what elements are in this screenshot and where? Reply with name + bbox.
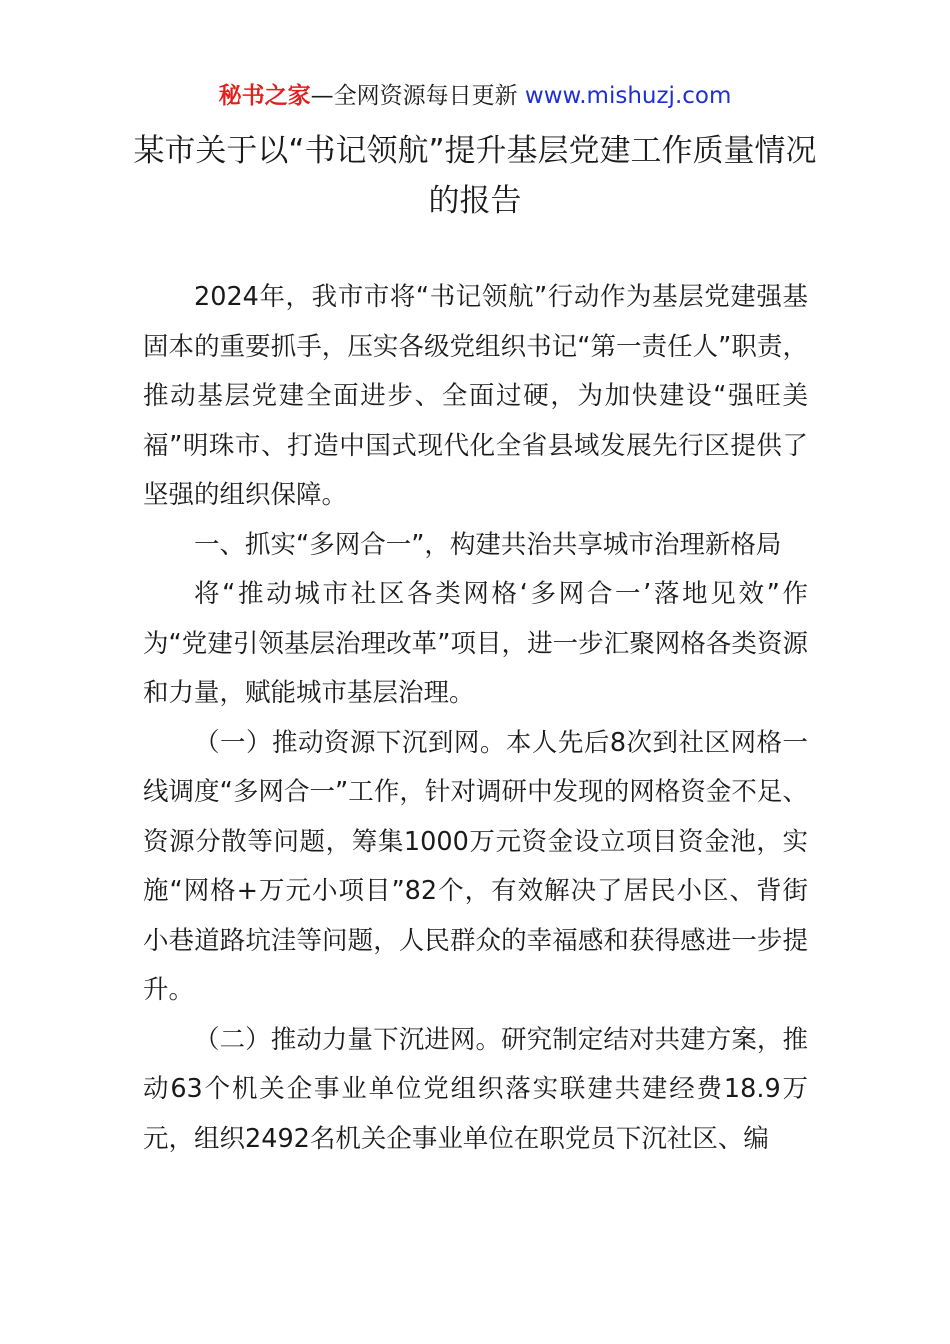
site-banner bbox=[0, 80, 950, 112]
paragraph-intro: 2024年，我市市将“书记领航”行动作为基层党建强基固本的重要抓手，压实各级党组织书记“第一责任人”职责，推动基层党建全面进步、全面过硬，为加快建设“强旺美福”明珠市、打造中国式现代化全省县域发展先行区提供了坚强的组织保障。 bbox=[143, 282, 808, 510]
paragraph-item-2: （二）推动力量下沉进网。研究制定结对共建方案，推动63个机关企事业单位党组织落实联建共建经费18.9万元，组织2492名机关企事业单位在职党员下沉社区、编 bbox=[143, 1024, 808, 1154]
banner-tagline: —全网资源每日更新 bbox=[310, 83, 525, 109]
document-body bbox=[143, 273, 808, 1164]
section-heading-1: 一、抓实“多网合一”，构建共治共享城市治理新格局 bbox=[194, 529, 782, 560]
site-url-link[interactable]: www.mishuzj.com bbox=[524, 83, 732, 109]
paragraph-item-1: （一）推动资源下沉到网。本人先后8次到社区网格一线调度“多网合一”工作，针对调研中发现的网格资金不足、资源分散等问题，筹集1000万元资金设立项目资金池，实施“网格+万元小项目”82个，有效解决了居民小区、背街小巷道路坑洼等问题，人民群众的幸福感和获得感进一步提升。 bbox=[143, 727, 808, 1005]
paragraph-section-intro: 将“推动城市社区各类网格‘多网合一’落地见效”作为“党建引领基层治理改革”项目，进一步汇聚网格各类资源和力量，赋能城市基层治理。 bbox=[143, 579, 808, 708]
document-title: 某市关于以“书记领航”提升基层党建工作质量情况的报告 bbox=[133, 133, 817, 219]
brand-name: 秘书之家 bbox=[218, 83, 311, 109]
